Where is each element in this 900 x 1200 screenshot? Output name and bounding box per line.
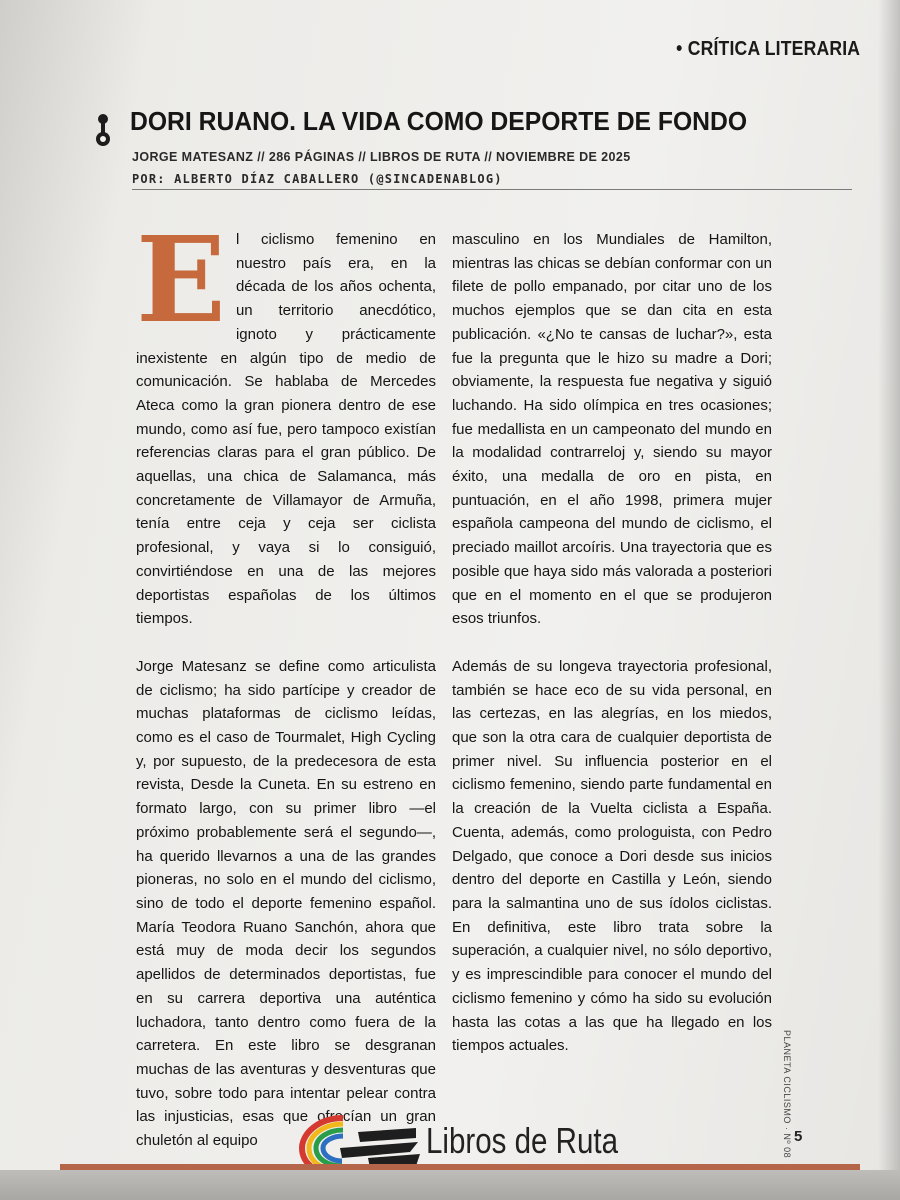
logo-text: Libros de Ruta (426, 1120, 618, 1161)
byline: POR: ALBERTO DÍAZ CABALLERO (@SINCADENABLOG) (132, 172, 503, 186)
paragraph-text: l ciclismo femenino en nuestro país era, en la década de los años ochenta, un territorio anecdótico, ignoto y prácticamente inexistente en algún tipo de medio de comunicación. Se hablaba de Mercedes Ateca como la gran pionera dentro de ese mundo, como así fue, pero tampoco existían referencias claras para el gran público. De aquellas, una chica de Salamanca, más concretamente de Villamayor de Armuña, tenía entre ceja y ceja ser ciclista profesional, y vaya si lo consiguió, convirtiéndose en una de las mejores deportistas españolas de los últimos tiempos. (136, 231, 436, 628)
paragraph: Jorge Matesanz se define como articulista de ciclismo; ha sido partícipe y creador de muchas plataformas de ciclismo leídas, como es el caso de Tourmalet, High Cycling y, por supuesto, de la predecesora de esta revista, Desde la Cuneta. En su estreno en formato largo, con su primer libro —el próximo probablemente será el segundo—, ha querido llevarnos a una de las grandes pioneras, no solo en el mundo del ciclismo, sino de todo el deporte femenino español. María Teodora Ruano Sanchón, ahora que está muy de moda decir los segundos apellidos de determinados deportistas, fue en su carrera deportiva una auténtica luchadora, tanto dentro como fuera de la carretera. En este libro se desgranan muchas de las aventuras y desventuras que tuvo, sobre todo para intentar pelear contra las injusticias, esas que ofrecían un gran chuletón al equipo (136, 657, 436, 1150)
section-label-text: CRÍTICA LITERARIA (687, 38, 860, 60)
magazine-side-label: PLANETA CICLISMO · Nº 08 (782, 1030, 792, 1159)
section-bullet: • (675, 38, 683, 60)
page-edge-shadow (878, 0, 900, 1200)
page-number: 5 (794, 1128, 803, 1145)
article-title: DORI RUANO. LA VIDA COMO DEPORTE DE FONDO (130, 106, 748, 136)
screen-bottom-edge (0, 1170, 900, 1200)
article-column-right (452, 228, 772, 1082)
book-meta: JORGE MATESANZ // 286 PÁGINAS // LIBROS DE RUTA // NOVIEMBRE DE 2025 (132, 150, 631, 164)
paragraph: masculino en los Mundiales de Hamilton, mientras las chicas se debían conformar con un filete de pollo empanado, por citar uno de los muchos ejemplos que se dan cita en esta publicación. «¿No te cansas de luchar?», esta fue la pregunta que le hizo su madre a Dori; obviamente, la respuesta fue negativa y siguió luchando. Ha sido olímpica en tres ocasiones; fue medallista en un campeonato del mundo en la modalidad contrarreloj y, siendo su mayor éxito, una medalla de oro en pista, en puntuación, en el año 1998, primera mujer española campeona del mundo de ciclismo, el preciado maillot arcoíris. Una trayectoria que es posible que haya sido más valorada a posteriori que en el momento en el que se produjeron esos triunfos. (452, 231, 772, 628)
byline-divider (132, 189, 852, 190)
drop-cap: E (136, 210, 226, 349)
paragraph: Además de su longeva trayectoria profesional, también se hace eco de su vida personal, en las certezas, en las alegrías, en los miedos, que son la otra cara de cualquier deportista de primer nivel. Su influencia posterior en el ciclismo femenino, siendo parte fundamental en la creación de la Vuelta ciclista a España. Cuenta, además, como prologuista, con Pedro Delgado, que conoce a Dori desde sus inicios dentro del deporte en Castilla y León, siendo para la salmantina uno de sus ídolos ciclistas. En definitiva, este libro trata sobre la superación, a cualquier nivel, no sólo deportivo, y es imprescindible para conocer el mundo del ciclismo femenino y cómo ha sido su evolución hasta las cotas a las que ha llegado en los tiempos actuales. (452, 657, 772, 1055)
title-row (92, 106, 792, 146)
bookmark-icon (92, 112, 114, 152)
article-column-left (136, 210, 436, 1177)
section-label (676, 38, 860, 61)
paragraph (136, 210, 436, 631)
